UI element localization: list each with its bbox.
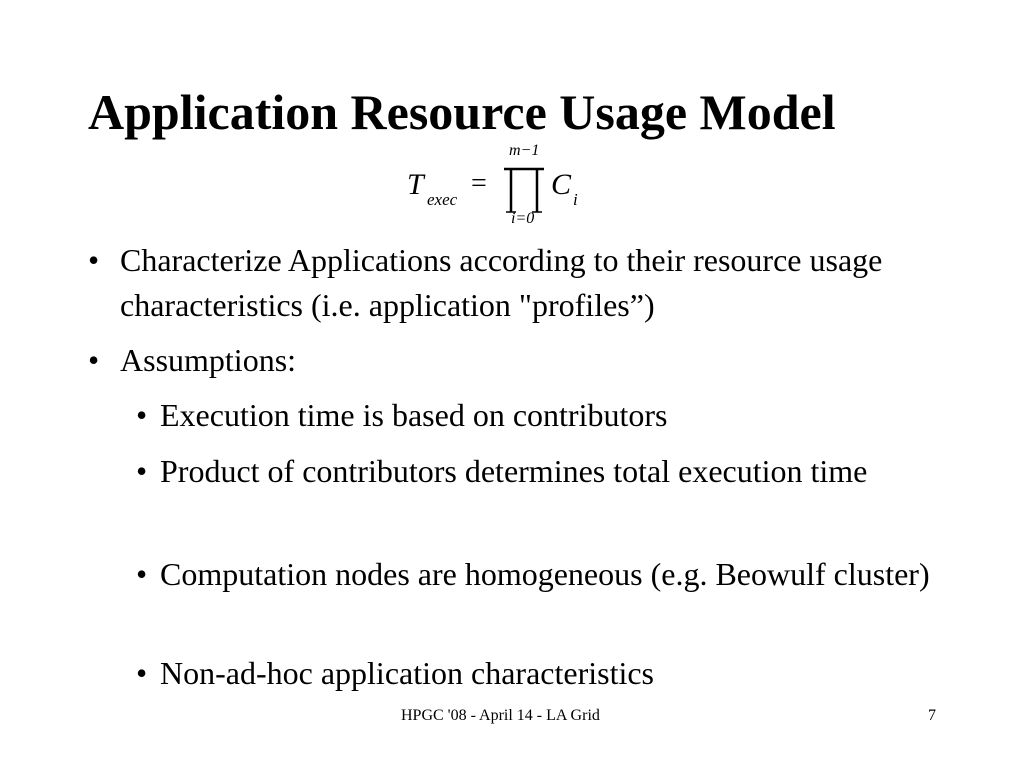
bullet-icon: •: [136, 655, 148, 691]
bullet-text: Non-ad-hoc application characteristics: [160, 655, 654, 691]
formula-product-lower-limit: i=0: [511, 210, 535, 227]
bullet-icon: •: [136, 453, 148, 489]
sub-bullet-item: [136, 449, 966, 494]
formula-rhs-subscript: i: [573, 190, 578, 209]
bullet-text: Computation nodes are homogeneous (e.g. Beowulf cluster): [160, 556, 930, 592]
bullet-icon: •: [136, 397, 148, 433]
footer-text: HPGC '08 - April 14 - LA Grid: [401, 707, 600, 724]
sub-bullet-item: [136, 552, 966, 597]
formula-equals: =: [471, 168, 487, 199]
bullet-icon: •: [88, 342, 100, 378]
sub-bullet-item: [136, 651, 966, 696]
formula-lhs-symbol: T: [407, 168, 424, 201]
product-operator-icon: [502, 164, 546, 216]
formula-rhs-symbol: C: [551, 168, 572, 201]
bullet-text: Characterize Applications according to their resource usage characteristics (i.e. application "profiles”): [120, 242, 883, 323]
bullet-text: Product of contributors determines total execution time: [160, 453, 868, 489]
bullet-icon: •: [136, 556, 148, 592]
bullet-icon: •: [88, 242, 100, 278]
bullet-item: [88, 238, 958, 328]
execution-time-formula: [405, 140, 595, 235]
page-number: 7: [928, 707, 936, 724]
bullet-item: [88, 338, 958, 383]
bullet-text: Assumptions:: [120, 342, 297, 378]
formula-product-upper-limit: m−1: [509, 142, 540, 159]
formula-lhs-subscript: exec: [427, 190, 458, 209]
slide-title: Application Resource Usage Model: [88, 84, 836, 140]
bullet-text: Execution time is based on contributors: [160, 397, 668, 433]
sub-bullet-item: [136, 393, 966, 438]
